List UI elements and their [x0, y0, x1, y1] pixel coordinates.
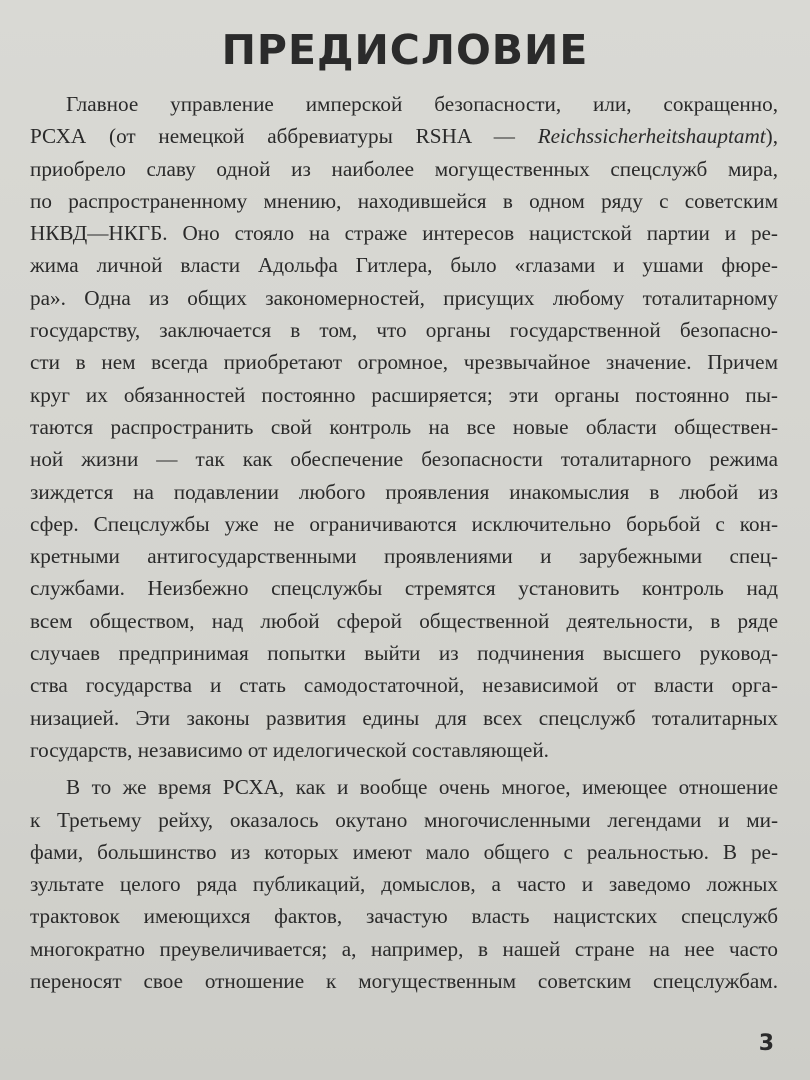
text-line: кретными антигосударственными проявлениями и зарубежными спец-	[30, 544, 778, 569]
paragraph-2	[30, 771, 778, 997]
text-line: приобрело славу одной из наиболее могущественных спецслужб мира,	[30, 156, 778, 181]
text-line: всем обществом, над любой сферой общественной деятельности, в ряде	[30, 608, 778, 633]
text-line: таются распространить свой контроль на все новые области обществен-	[30, 414, 778, 439]
text-line: фами, большинство из которых имеют мало общего с реальностью. В ре-	[30, 839, 778, 864]
text-line: низацией. Эти законы развития едины для всех спецслужб тоталитарных	[30, 705, 778, 730]
text-line: сфер. Спецслужбы уже не ограничиваются исключительно борьбой с кон-	[30, 511, 778, 536]
german-term: Reichssicherheitshauptamt	[537, 124, 766, 149]
text-line: зиждется на подавлении любого проявления инакомыслия в любой из	[30, 479, 778, 504]
text-line: сти в нем всегда приобретают огромное, чрезвычайное значение. Причем	[30, 350, 778, 375]
text-line: круг их обязанностей постоянно расширяется; эти органы постоянно пы-	[30, 382, 778, 407]
text-line: зультате целого ряда публикаций, домыслов, а часто и заведомо ложных	[30, 872, 778, 897]
text-line	[30, 120, 778, 152]
text-line: государств, независимо от иделогической составляющей.	[30, 737, 549, 762]
text-line: службами. Неизбежно спецслужбы стремятся установить контроль над	[30, 576, 778, 601]
text-line: ной жизни — так как обеспечение безопасности тоталитарного режима	[30, 447, 778, 472]
text-line: ра». Одна из общих закономерностей, присущих любому тоталитарному	[30, 285, 778, 310]
text-line: случаев предпринимая попытки выйти из подчинения высшего руковод-	[30, 641, 778, 666]
text-line: трактовок имеющихся фактов, зачастую власть нацистских спецслужб	[30, 904, 778, 929]
chapter-title: ПРЕДИСЛОВИЕ	[221, 26, 589, 74]
text-line: многократно преувеличивается; а, например, в нашей стране на нее часто	[30, 936, 778, 961]
text-line: жима личной власти Адольфа Гитлера, было «глазами и ушами фюре-	[30, 253, 778, 278]
text-line: НКВД—НКГБ. Оно стояло на страже интересов нацистской партии и ре-	[30, 221, 778, 246]
text-line: Главное управление имперской безопасности, или, сокращенно,	[66, 92, 778, 116]
page-number: 3	[758, 1031, 774, 1056]
text-line: к Третьему рейху, оказалось окутано многочисленными легендами и ми-	[30, 807, 778, 832]
body-text	[30, 88, 778, 997]
text-segment: РСХА (от немецкой аббревиатуры RSHA — Reichssicherheitshauptamt),	[30, 124, 778, 149]
text-line: В то же время РСХА, как и вообще очень многое, имеющее отношение	[66, 775, 778, 800]
text-line: по распространенному мнению, находившейся в одном ряду с советским	[30, 188, 778, 213]
text-line: ства государства и стать самодостаточной, независимой от власти орга-	[30, 673, 778, 698]
text-line: государству, заключается в том, что органы государственной безопасно-	[30, 318, 778, 343]
paragraph-1	[30, 88, 778, 766]
text-line: переносят свое отношение к могущественным советским спецслужбам.	[30, 969, 778, 994]
